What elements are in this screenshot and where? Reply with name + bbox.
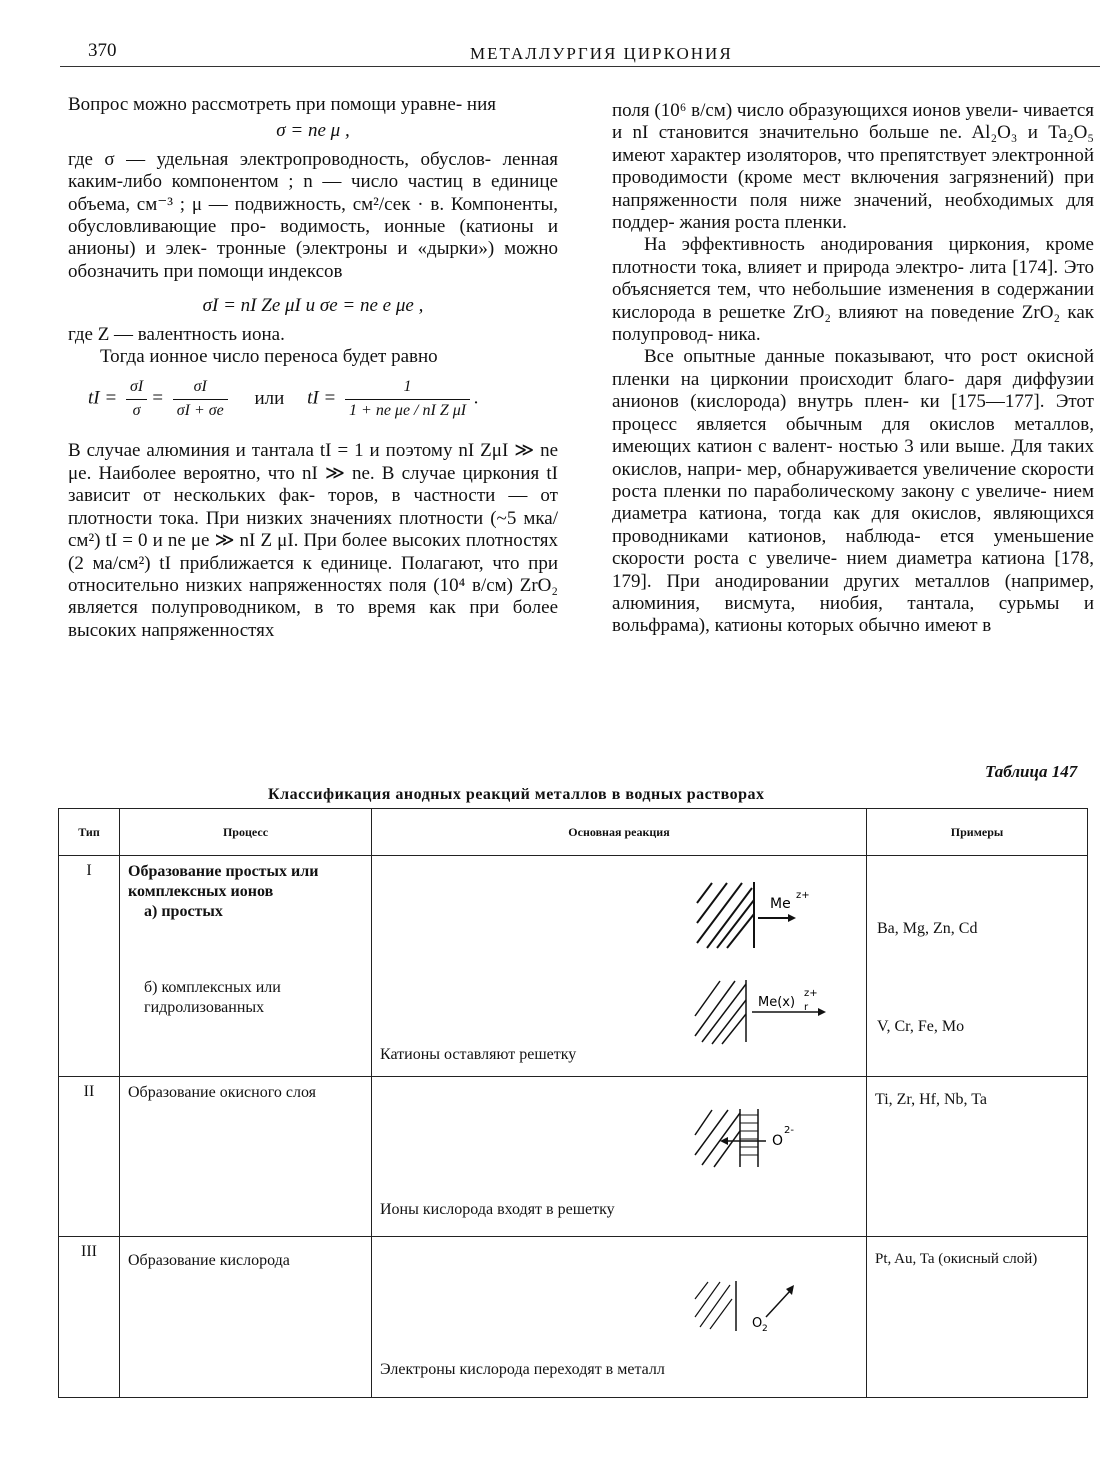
header-type: Тип: [59, 809, 120, 856]
table-row: [59, 1076, 1088, 1237]
equation-transfer-number: tI = $\frac{\sigma I}{\sigma}$ = $\frac{\sigma I}{\sigma I + \sigma e}$ или tI = $\frac{1}{\text{1 + ne μe / nI Z μI}}$ .: [88, 378, 479, 419]
oxygen-evolution-diagram: [690, 1277, 820, 1337]
reaction-text: Электроны кислорода переходят в металл: [380, 1361, 665, 1379]
header-examples: Примеры: [867, 809, 1088, 856]
svg-text:2-: 2-: [784, 1124, 794, 1136]
paragraph: Вопрос можно рассмотреть при помощи уравне- ния: [68, 94, 496, 115]
paragraph: где Z — валентность иона.: [68, 323, 285, 345]
table-row: [59, 856, 1088, 1077]
paragraph: где σ — удельная электропроводность, обуслов- ленная каким-либо компонентом ; n — число частиц в единице объема, см⁻³ ; μ — подвижность, см²/сек · в. Компоненты, обусловливающие про- водимость, ионные (катионы и анионы) и элек- тронные (электроны и «дырки») можно обозначить при помощи индексов: [68, 148, 558, 282]
cation-simple-diagram: [692, 878, 832, 950]
table-title: Классификация анодных реакций металлов в водных растворах: [268, 786, 765, 803]
header-process: Процесс: [120, 809, 372, 856]
reaction-cell: [372, 856, 867, 1077]
header-rule: [60, 66, 1100, 67]
paragraph: Все опытные данные показывают, что рост окисной пленки на цирконии происходит благо- даря диффузии анионов (кислорода) внутрь плен- ки [175—177]. Этот процесс является обычным для окислов металлов, имеющих катион с валент- ностью 3 или выше. Для таких окислов, напри- мер, обнаруживается увеличение скорости роста пленки по параболическому закону с увеличе- нием диаметра катиона, тогда как для окислов, являющихся проводниками катионов, наблюда- ется уменьшение скорости роста с увеличе- нием диаметра катиона [178, 179]. При анодировании других металлов (например, алюминия, висмута, ниобия, тантала, сурьмы и вольфрама), катионы которых обычно имеют в: [612, 346, 1094, 637]
right-column: [612, 100, 1094, 638]
examples-cell: Ba, Mg, Zn, Cd V, Cr, Fe, Mo: [867, 856, 1088, 1077]
type-cell: III: [59, 1237, 120, 1398]
svg-text:2: 2: [762, 1324, 768, 1335]
svg-text:O: O: [752, 1316, 763, 1332]
page-number: 370: [88, 40, 117, 61]
paragraph: На эффективность анодирования циркония, кроме плотности тока, влияет и природа электро- лита [174]. Это объясняется тем, что небольшие изменения в содержании кислорода в решетке ZrO₂ влияют на поведение ZrO₂ как полупровод- ника.: [612, 234, 1094, 346]
svg-text:z+: z+: [804, 988, 818, 1000]
process-cell: Образование простых или комплексных ионов а) простых б) комплексных или гидролизованных: [120, 856, 372, 1077]
paragraph: В случае алюминия и тантала tI = 1 и поэтому nI ZμI ≫ ne μe. Наиболее вероятно, что nI ≫ ne. В случае циркония tI зависит от нескольких фак- торов, в частности — от плотности тока. При низких значениях плотности (~5 мка/см²) tI = 0 и ne μe ≫ nI Z μI. При более высоких плотностях (2 ма/см²) tI приближается к единице. Полагают, что при относительно низких напряженностях поля (10⁴ в/см) ZrO₂ является полупроводником, в то время как при более высоких напряженностях: [68, 440, 558, 641]
svg-text:Me(x): Me(x): [758, 995, 796, 1011]
paragraph: Тогда ионное число переноса будет равно: [100, 346, 438, 368]
header-reaction: Основная реакция: [372, 809, 867, 856]
examples-cell: Pt, Au, Ta (окисный слой): [867, 1237, 1088, 1398]
svg-text:r: r: [804, 1002, 809, 1014]
running-head: МЕТАЛЛУРГИЯ ЦИРКОНИЯ: [470, 44, 733, 63]
svg-text:z+: z+: [796, 890, 810, 902]
reaction-cell: [372, 1237, 867, 1398]
equation-conductivity: σ = ne μ ,: [276, 120, 350, 142]
equation-ionic-electronic: σI = nI Ze μI и σe = ne e μe ,: [202, 295, 424, 317]
reaction-cell: [372, 1076, 867, 1237]
type-cell: II: [59, 1076, 120, 1237]
process-cell: Образование кислорода: [120, 1237, 372, 1398]
type-cell: I: [59, 856, 120, 1077]
cation-complex-diagram: [690, 976, 840, 1048]
reaction-text: Катионы оставляют решетку: [380, 1046, 577, 1064]
table-header-row: [59, 809, 1088, 856]
svg-text:Me: Me: [770, 896, 791, 913]
oxygen-ion-diagram: [690, 1105, 830, 1171]
table-row: [59, 1237, 1088, 1398]
table-label: Таблица 147: [985, 762, 1078, 781]
svg-text:O: O: [772, 1132, 784, 1149]
examples-cell: Ti, Zr, Hf, Nb, Ta: [867, 1076, 1088, 1237]
paragraph: поля (10⁶ в/см) число образующихся ионов увели- чивается и nI становится значительно больше ne. Al₂O₃ и Ta₂O₅ имеют характер изоляторов, что препятствует электронной проводимости (кроме мест включения загрязнений) при напряженности поля ниже значений, необходимых для поддер- жания роста пленки.: [612, 100, 1094, 234]
process-cell: Образование окисного слоя: [120, 1076, 372, 1237]
reaction-text: Ионы кислорода входят в решетку: [380, 1200, 615, 1218]
left-column: [68, 94, 558, 642]
classification-table: [58, 808, 1088, 1398]
